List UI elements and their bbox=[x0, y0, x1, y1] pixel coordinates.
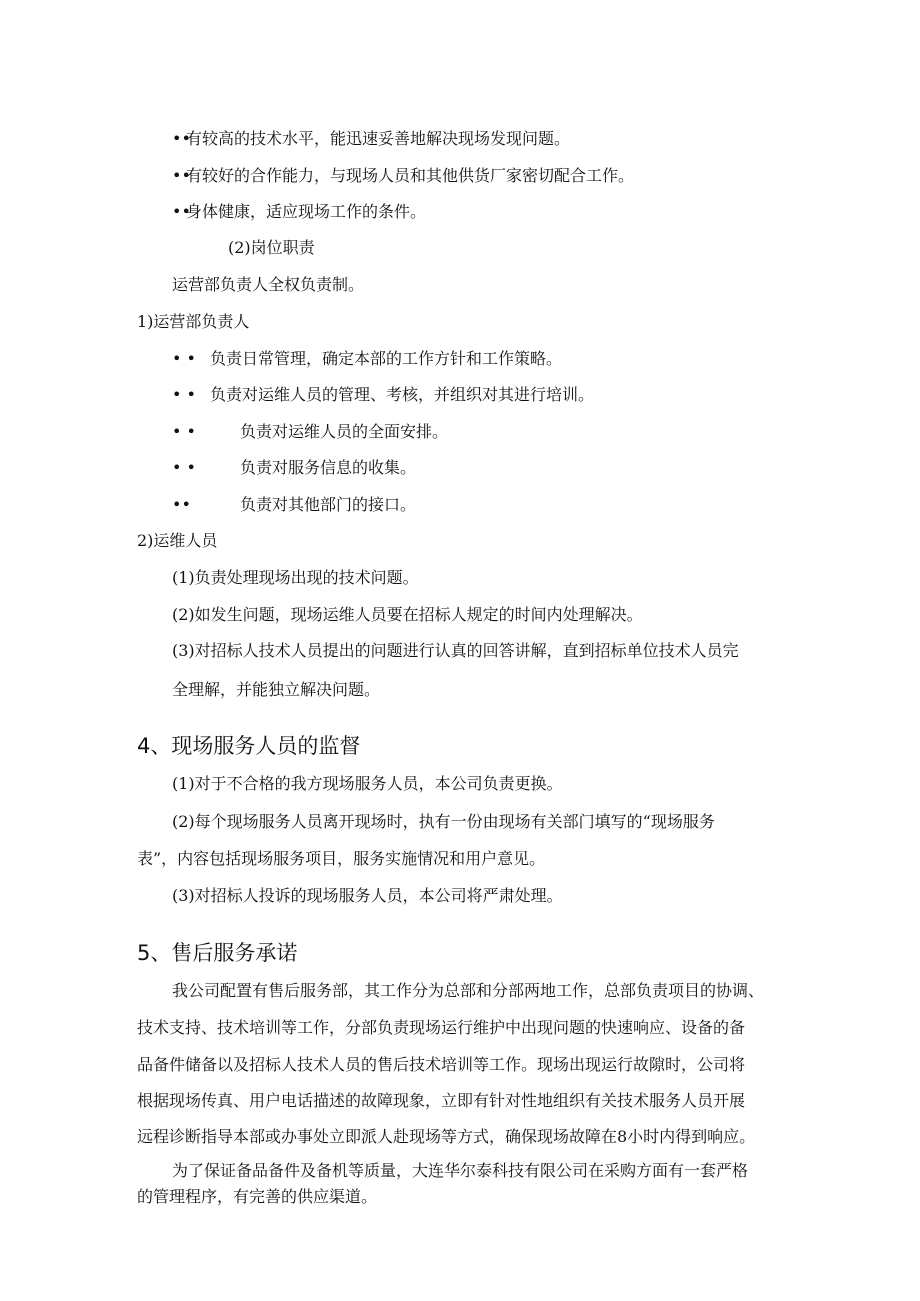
bullet-marker: •• bbox=[172, 202, 191, 221]
manager-item bbox=[172, 348, 562, 370]
manager-item-text: 负责对运维人员的全面安排。 bbox=[240, 422, 449, 441]
manager-item-text: 负责对运维人员的管理、考核，并组织对其进行培训。 bbox=[210, 385, 595, 404]
manager-item-text: 负责对其他部门的接口。 bbox=[240, 495, 417, 514]
staff-line: (3)对招标人技术人员提出的问题进行认真的回答讲解，直到招标单位技术人员完 bbox=[172, 641, 739, 660]
section-4-line: (2)每个现场服务人员离开现场时，执有一份由现场有关部门填写的“现场服务 bbox=[172, 812, 715, 831]
manager-item bbox=[172, 421, 448, 443]
section-5-line: 品备件储备以及招标人技术人员的售后技术培训等工作。现场出现运行故隙时，公司将 bbox=[137, 1055, 746, 1074]
section-4-heading: 4、现场服务人员的监督 bbox=[137, 734, 361, 758]
staff-line: (1)负责处理现场出现的技术问题。 bbox=[172, 568, 419, 587]
requirement-text: 有较好的合作能力，与现场人员和其他供货厂家密切配合工作。 bbox=[186, 166, 635, 185]
requirement-text: 身体健康，适应现场工作的条件。 bbox=[186, 202, 427, 221]
manager-item bbox=[172, 384, 594, 406]
manager-item bbox=[172, 494, 416, 516]
staff-line: (2)如发生问题，现场运维人员要在招标人规定的时间内处理解决。 bbox=[172, 605, 643, 624]
section-4-line: (1)对于不合格的我方现场服务人员，本公司负责更换。 bbox=[172, 774, 563, 793]
section-5-heading: 5、售后服务承诺 bbox=[137, 941, 298, 965]
requirement-item bbox=[172, 128, 570, 150]
section-5-line: 的管理程序，有完善的供应渠道。 bbox=[137, 1187, 378, 1206]
staff-line: 全理解，并能独立解决问题。 bbox=[172, 680, 381, 699]
section-4-line: (3)对招标人投诉的现场服务人员，本公司将严肃处理。 bbox=[172, 886, 563, 905]
manager-title: 1)运营部负责人 bbox=[137, 312, 250, 331]
bullet-marker: • • bbox=[172, 349, 196, 368]
requirement-item bbox=[172, 165, 634, 187]
section-5-line: 远程诊断指导本部或办事处立即派人赴现场等方式，确保现场故障在8小时内得到响应。 bbox=[137, 1127, 756, 1146]
bullet-marker: • • bbox=[172, 422, 196, 441]
bullet-marker: • • bbox=[172, 385, 196, 404]
section-4-line: 表”，内容包括现场服务项目，服务实施情况和用户意见。 bbox=[137, 849, 546, 868]
bullet-marker: •• bbox=[172, 495, 191, 514]
bullet-marker: • • bbox=[172, 458, 196, 477]
section-5-line: 为了保证备品备件及备机等质量，大连华尔泰科技有限公司在采购方面有一套严格 bbox=[172, 1161, 749, 1180]
duty-intro: 运营部负责人全权负责制。 bbox=[172, 275, 365, 294]
requirement-text: 有较高的技术水平，能迅速妥善地解决现场发现问题。 bbox=[186, 129, 571, 148]
section-5-line: 根据现场传真、用户电话描述的故障现象，立即有针对性地组织有关技术服务人员开展 bbox=[137, 1091, 746, 1110]
requirement-item bbox=[172, 201, 426, 223]
manager-item bbox=[172, 457, 416, 479]
section-5-line: 我公司配置有售后服务部，其工作分为总部和分部两地工作，总部负责项目的协调、 bbox=[172, 981, 765, 1000]
bullet-marker: •• bbox=[172, 129, 191, 148]
staff-title: 2)运维人员 bbox=[137, 531, 218, 550]
section-5-line: 技术支持、技术培训等工作，分部负责现场运行维护中出现问题的快速响应、设备的备 bbox=[137, 1018, 746, 1037]
bullet-marker: •• bbox=[172, 166, 191, 185]
manager-item-text: 负责对服务信息的收集。 bbox=[240, 458, 417, 477]
manager-item-text: 负责日常管理，确定本部的工作方针和工作策略。 bbox=[210, 349, 563, 368]
duty-heading: (2)岗位职责 bbox=[228, 238, 315, 257]
